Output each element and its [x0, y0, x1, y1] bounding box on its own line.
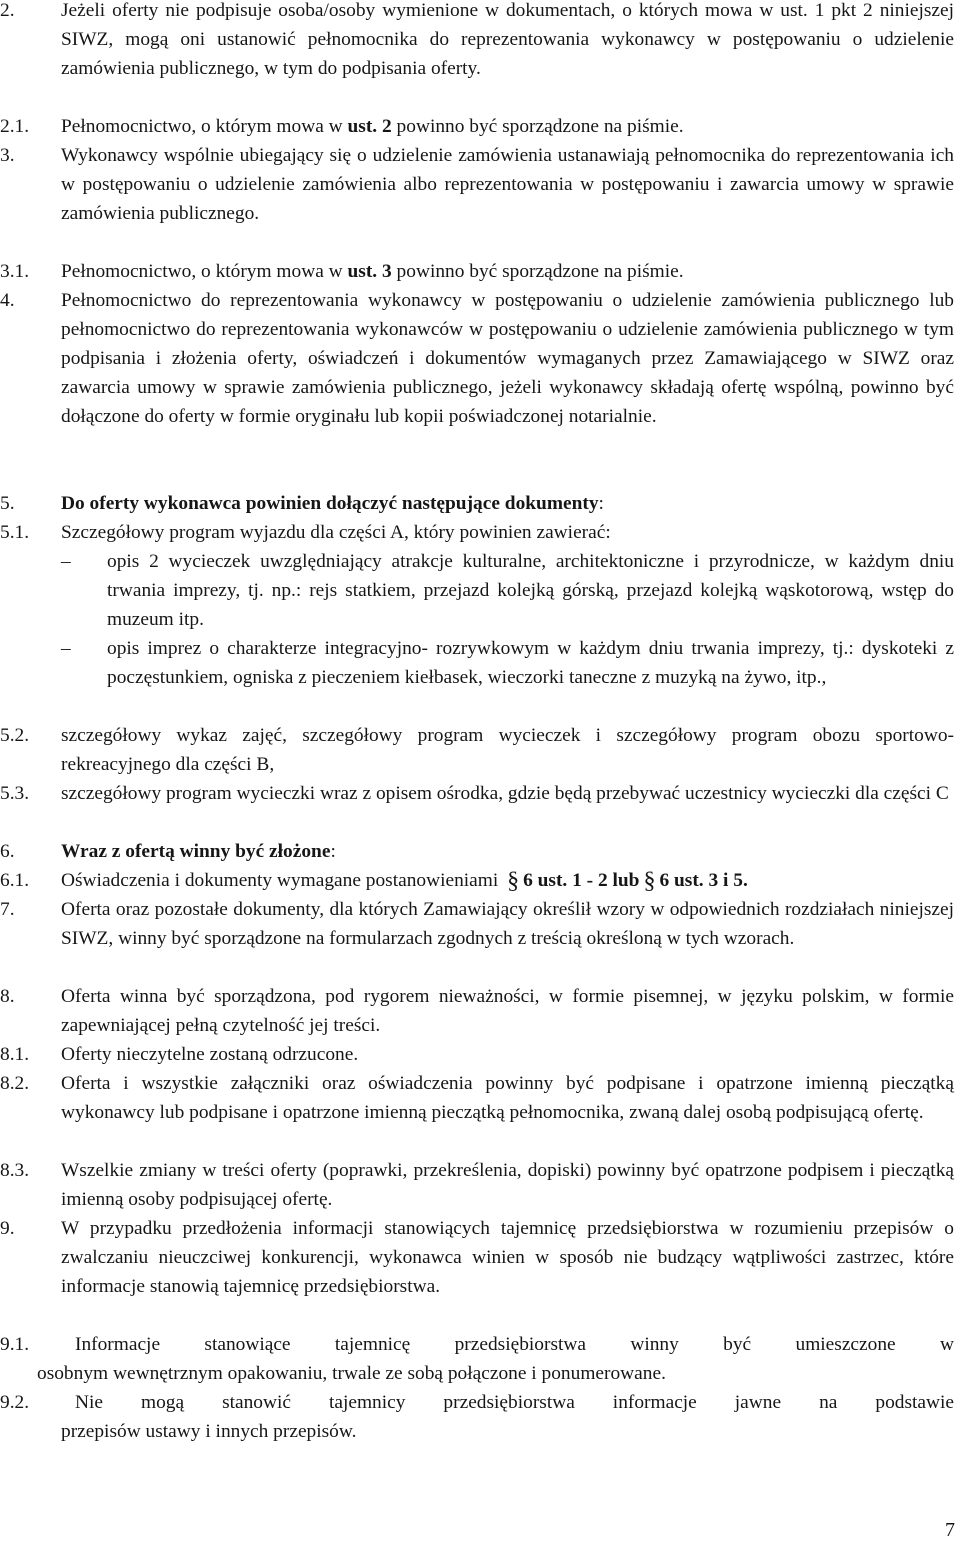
- clause-text: Oferta oraz pozostałe dokumenty, dla których Zamawiający określił wzory w odpowiednich rozdziałach niniejszej SIWZ, winny być sporządzone na formularzach zgodnych z treścią określoną w tych wzorach.: [61, 899, 954, 949]
- clause-number: 3.: [0, 145, 15, 166]
- clause-number: 8.3.: [0, 1160, 30, 1181]
- clause-text: szczegółowy program wycieczki wraz z opisem ośrodka, gdzie będą przebywać uczestnicy wycieczki dla części C: [61, 783, 949, 804]
- clause-3-1: [0, 257, 960, 286]
- dash-bullet: –: [61, 551, 71, 572]
- clause-text: Wraz z ofertą winny być złożone:: [61, 841, 336, 862]
- dash-bullet: –: [61, 638, 71, 659]
- clause-5: [0, 489, 960, 518]
- clause-number: 9.1.: [0, 1334, 30, 1355]
- clause-number: 8.1.: [0, 1044, 30, 1065]
- clause-number: 6.: [0, 841, 15, 862]
- clause-text: Szczegółowy program wyjazdu dla części A, który powinien zawierać:: [61, 522, 611, 543]
- clause-8-1: [0, 1040, 960, 1069]
- section-sign: §: [643, 868, 656, 894]
- clause-number: 8.2.: [0, 1073, 30, 1094]
- clause-5-3: [0, 779, 960, 808]
- clause-6: [0, 837, 960, 866]
- clause-text: Oferta winna być sporządzona, pod rygorem nieważności, w formie pisemnej, w języku polskim, w formie zapewniającej pełną czytelność jej treści.: [61, 986, 954, 1036]
- clause-5-1: [0, 518, 960, 547]
- clause-number: 7.: [0, 899, 15, 920]
- clause-number: 3.1.: [0, 261, 30, 282]
- clause-text: Pełnomocnictwo, o którym mowa w ust. 2 powinno być sporządzone na piśmie.: [61, 116, 684, 137]
- clause-text: Oferty nieczytelne zostaną odrzucone.: [61, 1044, 359, 1065]
- clause-text: W przypadku przedłożenia informacji stanowiących tajemnicę przedsiębiorstwa w rozumieniu przepisów o zwalczaniu nieuczciwej konkurencji, wykonawca winien w sposób nie budzący wątpliwości zastrzec, które informacje stanowią tajemnicę przedsiębiorstwa.: [61, 1218, 954, 1297]
- clause-text: Pełnomocnictwo, o którym mowa w ust. 3 powinno być sporządzone na piśmie.: [61, 261, 684, 282]
- clause-number: 5.3.: [0, 783, 30, 804]
- clause-number: 6.1.: [0, 870, 30, 891]
- clause-number: 2.1.: [0, 116, 30, 137]
- clause-2-1: [0, 112, 960, 141]
- clause-number: 2.: [0, 0, 15, 21]
- dash-item-text: opis 2 wycieczek uwzględniający atrakcje kulturalne, architektoniczne i przyrodnicze, w każdym dniu trwania imprezy, tj. np.: rejs statkiem, przejazd kolejką górską, przejazd kolejką wąskotorową, wstęp do muzeum itp.: [107, 551, 954, 630]
- clause-9-1: [0, 1330, 954, 1388]
- clause-number: 5.: [0, 493, 15, 514]
- clause-text: Wszelkie zmiany w treści oferty (poprawki, przekreślenia, dopiski) powinny być opatrzone podpisem i pieczątką imienną osoby podpisującej ofertę.: [61, 1160, 954, 1210]
- clause-4: [0, 286, 960, 431]
- clause-7: [0, 895, 960, 953]
- clause-number: 9.: [0, 1218, 15, 1239]
- clause-number: 5.2.: [0, 725, 30, 746]
- clause-8-2: [0, 1069, 960, 1127]
- clause-continuation: przepisów ustawy i innych przepisów.: [61, 1421, 357, 1442]
- clause-5-2: [0, 721, 960, 779]
- clause-text: Pełnomocnictwo do reprezentowania wykonawcy w postępowaniu o udzielenie zamówienia publicznego lub pełnomocnictwo do reprezentowania wykonawców w postępowaniu o udzielenie zamówienia publicznego w tym podpisania i złożenia oferty, oświadczeń i dokumentów wymaganych przez Zamawiającego w SIWZ oraz zawarcia umowy w sprawie zamówienia publicznego, jeżeli wykonawcy składają ofertę wspólną, powinno być dołączone do oferty w formie oryginału lub kopii poświadczonej notarialnie.: [61, 290, 954, 427]
- clause-number: 5.1.: [0, 522, 30, 543]
- page-number: 7: [945, 1519, 955, 1541]
- clause-9-2: [0, 1388, 954, 1446]
- clause-8-3: [0, 1156, 960, 1214]
- clause-3: [0, 141, 960, 228]
- clause-first-line: 9.1. Informacje stanowiące tajemnicę przedsiębiorstwa winny być umieszczone w: [0, 1330, 954, 1359]
- clause-text: Jeżeli oferty nie podpisuje osoba/osoby wymienione w dokumentach, o których mowa w ust. 1 pkt 2 niniejszej SIWZ, mogą oni ustanowić pełnomocnika do reprezentowania wykonawcy w postępowaniu o udzielenie zamówienia publicznego, w tym do podpisania oferty.: [61, 0, 954, 79]
- clause-text: Oświadczenia i dokumenty wymagane postanowieniami § 6 ust. 1 - 2 lub § 6 ust. 3 i 5.: [61, 868, 748, 894]
- clause-text: Wykonawcy wspólnie ubiegający się o udzielenie zamówienia ustanawiają pełnomocnika do reprezentowania ich w postępowaniu o udzielenie zamówienia albo reprezentowania w postępowaniu i zawarcia umowy w sprawie zamówienia publicznego.: [61, 145, 954, 224]
- clause-9: [0, 1214, 960, 1301]
- clause-6-1: [0, 866, 960, 896]
- clause-text: szczegółowy wykaz zajęć, szczegółowy program wycieczek i szczegółowy program obozu sportowo-rekreacyjnego dla części B,: [61, 725, 954, 775]
- clause-continuation: osobnym wewnętrznym opakowaniu, trwale ze sobą połączone i ponumerowane.: [37, 1363, 666, 1384]
- dash-list-item: [61, 547, 954, 634]
- clause-8: [0, 982, 960, 1040]
- clause-first-line: 9.2. Nie mogą stanowić tajemnicy przedsiębiorstwa informacje jawne na podstawie: [0, 1388, 954, 1417]
- dash-list-item: [61, 634, 954, 692]
- dash-item-text: opis imprez o charakterze integracyjno- rozrywkowym w każdym dniu trwania imprezy, tj.: dyskoteki z poczęstunkiem, ogniska z pieczeniem kiełbasek, wieczorki taneczne z muzyką na żywo, itp.,: [107, 638, 954, 688]
- clause-text: Do oferty wykonawca powinien dołączyć następujące dokumenty:: [61, 493, 604, 514]
- clause-2: [0, 0, 960, 83]
- section-sign: §: [507, 868, 520, 894]
- clause-number: 4.: [0, 290, 15, 311]
- clause-number: 8.: [0, 986, 15, 1007]
- clause-text: Oferta i wszystkie załączniki oraz oświadczenia powinny być podpisane i opatrzone imienną pieczątką wykonawcy lub podpisane i opatrzone imienną pieczątką pełnomocnika, zwaną dalej osobą podpisującą ofertę.: [61, 1073, 954, 1123]
- clause-number: 9.2.: [0, 1392, 30, 1413]
